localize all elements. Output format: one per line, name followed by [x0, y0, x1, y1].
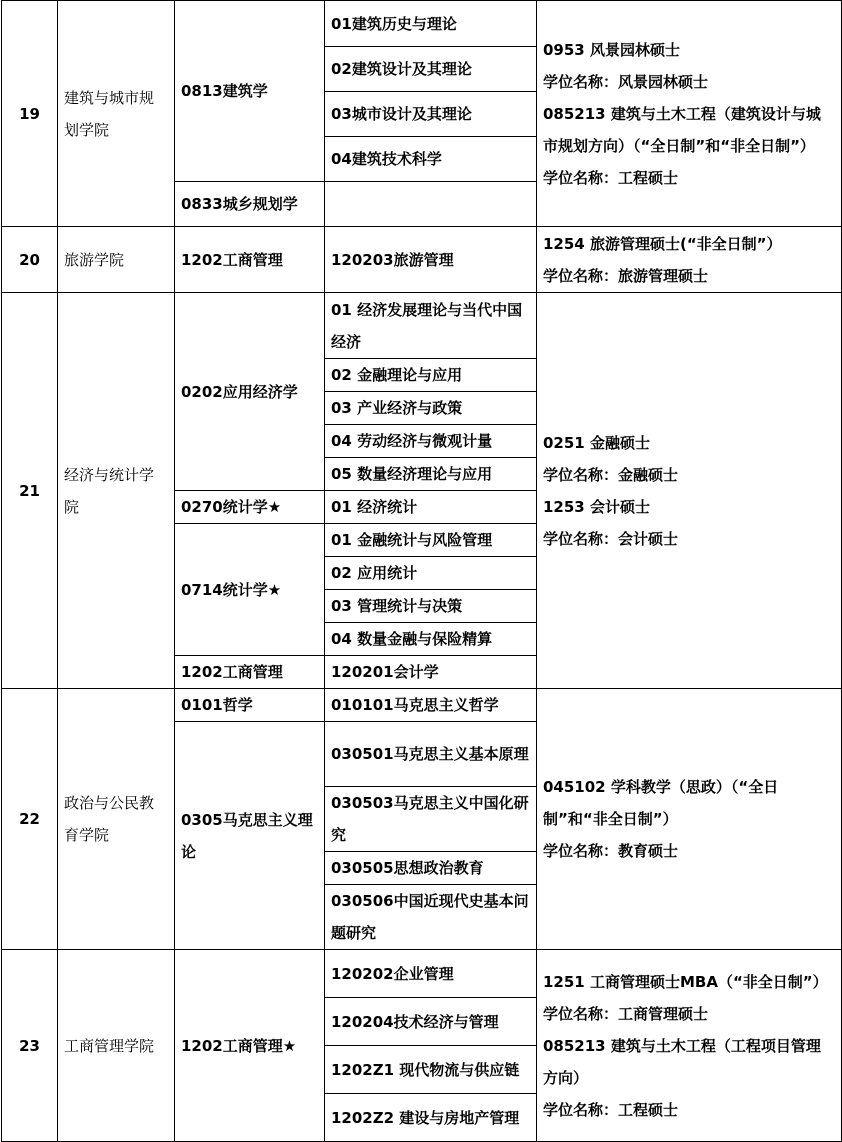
professional-line: 1254 旅游管理硕士(“非全日制”）: [543, 234, 782, 253]
subject-name: 0714统计学★: [175, 524, 325, 656]
direction-cell: 02建筑设计及其理论: [325, 47, 537, 92]
direction-cell: 03城市设计及其理论: [325, 92, 537, 137]
professional-line: 085213 建筑与土木工程（工程项目管理方向）: [543, 1036, 821, 1087]
professional-line: 0251 金融硕士: [543, 433, 650, 452]
subject-name: 0270统计学★: [175, 491, 325, 524]
professional-line: 1251 工商管理硕士MBA（“非全日制”）: [543, 972, 828, 991]
direction-cell: 02 应用统计: [325, 557, 537, 590]
table-row: [2, 293, 842, 359]
professional-line: 学位名称：风景园林硕士: [543, 72, 709, 91]
subject-name: 0202应用经济学: [175, 293, 325, 491]
direction-cell: 03 管理统计与决策: [325, 590, 537, 623]
direction-cell: 120204技术经济与管理: [325, 998, 537, 1046]
direction-cell: 120202企业管理: [325, 950, 537, 998]
table-row: [2, 1, 842, 47]
table-row: [2, 950, 842, 998]
direction-cell: 030505思想政治教育: [325, 852, 537, 885]
professional-line: 0953 风景园林硕士: [543, 40, 680, 59]
table-row: [2, 689, 842, 722]
subject-name: 1202工商管理: [175, 656, 325, 689]
direction-cell: 030506中国近现代史基本问题研究: [325, 885, 537, 950]
direction-cell: 04 劳动经济与微观计量: [325, 425, 537, 458]
college-name: 经济与统计学院: [58, 293, 175, 689]
direction-cell: [325, 182, 537, 227]
direction-cell: 04建筑技术科学: [325, 137, 537, 182]
subject-name: 0833城乡规划学: [175, 182, 325, 227]
professional-degree-cell: [537, 950, 842, 1142]
direction-cell: 010101马克思主义哲学: [325, 689, 537, 722]
row-number: 20: [2, 227, 58, 293]
row-number: 21: [2, 293, 58, 689]
professional-line: 045102 学科教学（思政）（“全日制”和“非全日制”）: [543, 778, 779, 828]
row-number: 23: [2, 950, 58, 1142]
direction-cell: 05 数量经济理论与应用: [325, 458, 537, 491]
professional-line: 学位名称：工商管理硕士: [543, 1004, 709, 1023]
direction-cell: 1202Z1 现代物流与供应链: [325, 1046, 537, 1094]
subject-name: 0813建筑学: [175, 1, 325, 182]
direction-cell: 1202Z2 建设与房地产管理: [325, 1094, 537, 1142]
direction-cell: 04 数量金融与保险精算: [325, 623, 537, 656]
direction-cell: 120201会计学: [325, 656, 537, 689]
professional-line: 1253 会计硕士: [543, 497, 650, 516]
professional-line: 085213 建筑与土木工程（建筑设计与城市规划方向）（“全日制”和“非全日制”）: [543, 104, 821, 155]
direction-cell: 01 金融统计与风险管理: [325, 524, 537, 557]
college-name: 工商管理学院: [58, 950, 175, 1142]
professional-degree-cell: [537, 1, 842, 227]
subject-name: 1202工商管理★: [175, 950, 325, 1142]
professional-line: 学位名称：金融硕士: [543, 465, 679, 484]
row-number: 22: [2, 689, 58, 950]
direction-cell: 01 经济发展理论与当代中国经济: [325, 293, 537, 359]
professional-line: 学位名称：工程硕士: [543, 168, 679, 187]
direction-cell: 02 金融理论与应用: [325, 359, 537, 392]
row-number: 19: [2, 1, 58, 227]
professional-degree-cell: [537, 689, 842, 950]
professional-degree-cell: [537, 227, 842, 293]
table-row: [2, 227, 842, 293]
college-name: 旅游学院: [58, 227, 175, 293]
direction-cell: 03 产业经济与政策: [325, 392, 537, 425]
subject-name: 1202工商管理: [175, 227, 325, 293]
program-table: [1, 0, 842, 1142]
subject-name: 0305马克思主义理论: [175, 722, 325, 950]
professional-line: 学位名称：会计硕士: [543, 529, 679, 548]
college-name: 政治与公民教育学院: [58, 689, 175, 950]
professional-line: 学位名称：教育硕士: [543, 842, 679, 860]
professional-line: 学位名称：工程硕士: [543, 1100, 679, 1119]
direction-cell: 120203旅游管理: [325, 227, 537, 293]
direction-cell: 01建筑历史与理论: [325, 1, 537, 47]
direction-cell: 030503马克思主义中国化研究: [325, 787, 537, 852]
professional-line: 学位名称：旅游管理硕士: [543, 266, 709, 285]
professional-degree-cell: [537, 293, 842, 689]
direction-cell: 01 经济统计: [325, 491, 537, 524]
college-name: 建筑与城市规划学院: [58, 1, 175, 227]
direction-cell: 030501马克思主义基本原理: [325, 722, 537, 787]
subject-name: 0101哲学: [175, 689, 325, 722]
